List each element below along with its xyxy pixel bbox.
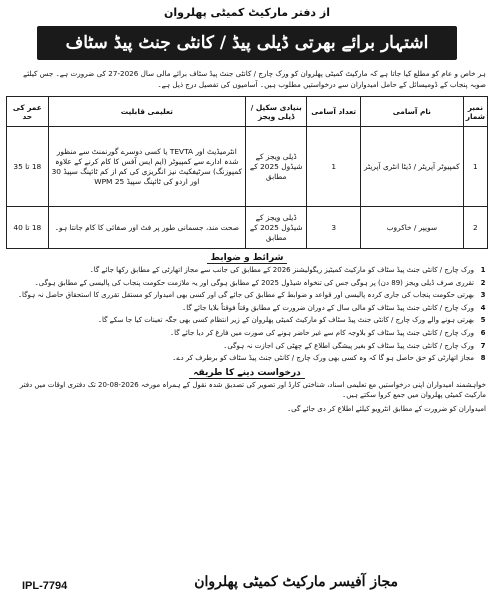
item-text: ورک چارج / کانٹی جنٹ پیڈ سٹاف کو بلاوجہ کام سے غیر حاضر ہونے کی صورت میں فارغ کر دیا جائے گا۔ [170, 328, 474, 337]
list-item [6, 341, 488, 352]
cell-age-limit: 18 تا 40 [7, 207, 49, 249]
item-text: بھرتی ہونے والے ورک چارج / کانٹی جنٹ پیڈ سٹاف کو مارکیٹ کمیٹی پھلروان کے زیر انتظام کسی بھی جگہ تعینات کیا جا سکے گا۔ [97, 316, 474, 325]
list-item [6, 278, 488, 289]
item-text: ورک چارج / کانٹی جنٹ پیڈ سٹاف کو مارکیٹ کمیٹیز ریگولیشنز 2026 کے مطابق کی جانب سے مجاز اتھارٹی کے مطابق رکھا جائے گا۔ [89, 266, 474, 274]
header-post-count: تعداد آسامی [307, 97, 361, 127]
table-row [7, 207, 488, 249]
list-item [6, 303, 488, 314]
item-number: 5 [480, 316, 486, 325]
application-title [6, 368, 488, 378]
item-number: 6 [480, 328, 486, 337]
item-number: 7 [480, 341, 486, 350]
cell-age-limit: 18 تا 35 [7, 127, 49, 207]
cell-post-count: 3 [307, 207, 361, 249]
item-text: مجاز اتھارٹی کو حق حاصل ہو گا کہ وہ کسی بھی ورک چارج / کانٹی جنٹ پیڈ سٹاف کو برطرف کر دے۔ [172, 354, 474, 363]
list-item [6, 290, 488, 301]
cell-post-name: سویپر / خاکروب [360, 207, 463, 249]
list-item [6, 315, 488, 326]
advertisement-banner: اشتہار برائے بھرتی ڈیلی پیڈ / کانٹی جنٹ پیڈ سٹاف [37, 26, 457, 60]
conditions-list [6, 265, 488, 364]
item-number: 2 [480, 278, 486, 287]
list-item [6, 353, 488, 364]
item-number: 3 [480, 291, 486, 300]
application-title-text: درخواست دینے کا طریقہ [189, 368, 305, 379]
table-row [7, 127, 488, 207]
list-item [6, 265, 488, 276]
intro-paragraph: ہر خاص و عام کو مطلع کیا جاتا ہے کہ مارکیٹ کمیٹی پھلروان کو ورک چارج / کانٹی جنٹ پیڈ سٹاف برائے مالی سال 2026-27 کی ضرورت ہے۔ جس کیلئے صوبہ پنجاب کے ڈومیسائل کے حامل امیدواران سے درخواستیں مطلوب ہیں۔ آسامیوں کی تفصیل درج ذیل ہے۔ [23, 69, 486, 89]
header-serial: نمبر شمار [463, 97, 487, 127]
header-qualification: تعلیمی قابلیت [48, 97, 245, 127]
cell-serial: 2 [463, 207, 487, 249]
item-number: 4 [480, 303, 486, 312]
posts-table [6, 96, 488, 249]
item-text: تقرری صرف ڈیلی ویجز (89 دن) پر ہوگی جس کی تنخواہ شیڈول 2025 کے مطابق ہوگی اور یہ ملازمت حکومت پنجاب کی پالیسی کے مطابق ہوگی۔ [34, 278, 474, 287]
cell-serial: 1 [463, 127, 487, 207]
item-number: 8 [480, 354, 486, 363]
item-text: بھرتی حکومت پنجاب کی جاری کردہ پالیسی اور قواعد و ضوابط کے مطابق کی جائے گی اور کسی بھی امیدوار کو مستقل تقرری کا استحقاق حاصل نہ ہوگا۔ [17, 291, 474, 300]
signature-line: مجاز آفیسر مارکیٹ کمیٹی پھلروان [194, 574, 398, 590]
interview-note: امیدواران کو ضرورت کے مطابق انٹرویو کیلئے اطلاع کر دی جائے گی۔ [287, 404, 486, 413]
cell-scale: ڈیلی ویجز کے شیڈول 2025 کے مطابق [245, 127, 306, 207]
conditions-title [6, 253, 488, 263]
application-paragraph: خواہشمند امیدواران اپنی درخواستیں مع تعلیمی اسناد، شناختی کارڈ اور تصویر کی تصدیق شدہ نقول کے ہمراہ مورخہ 2026-08-20 تک دفتری اوقات میں دفتر مارکیٹ کمیٹی پھلروان میں جمع کروا سکتے ہیں۔ [19, 380, 486, 400]
ipl-number: IPL-7794 [22, 580, 68, 592]
header-scale: بنیادی سکیل / ڈیلی ویجز [245, 97, 306, 127]
item-text: ورک چارج / کانٹی جنٹ پیڈ سٹاف کو مالی سال کے دوران ضرورت کے مطابق وقتاً فوقتاً بلایا جائے گا۔ [182, 303, 474, 312]
item-text: ورک چارج / کانٹی جنٹ پیڈ سٹاف کو بغیر پیشگی اطلاع کے چھٹی کی اجازت نہ ہوگی۔ [223, 341, 474, 350]
cell-post-count: 1 [307, 127, 361, 207]
cell-qualification: انٹرمیڈیٹ اور TEVTA یا کسی دوسرے گورنمنٹ سے منظور شدہ ادارے سے کمپیوٹر (ایم ایس آفس کا کام کرنے کے علاوہ کمپوزنگ) سرٹیفکیٹ نیز انگریزی کی کم از کم ٹائپنگ سپیڈ 30 اور اردو کی ٹائپنگ سپیڈ 25 WPM [48, 127, 245, 207]
list-item [6, 328, 488, 339]
conditions-title-text: شرائط و ضوابط [207, 253, 288, 264]
cell-qualification: صحت مند، جسمانی طور پر فٹ اور صفائی کا کام جانتا ہو۔ [48, 207, 245, 249]
header-post-name: نام آسامی [360, 97, 463, 127]
table-header-row [7, 97, 488, 127]
header-age-limit: عمر کی حد [7, 97, 49, 127]
office-title: از دفتر مارکیٹ کمیٹی پھلروان [163, 6, 330, 19]
cell-scale: ڈیلی ویجز کے شیڈول 2025 کے مطابق [245, 207, 306, 249]
cell-post-name: کمپیوٹر آپریٹر / ڈیٹا انٹری آپریٹر [360, 127, 463, 207]
footer [6, 572, 488, 600]
item-number: 1 [480, 266, 486, 274]
